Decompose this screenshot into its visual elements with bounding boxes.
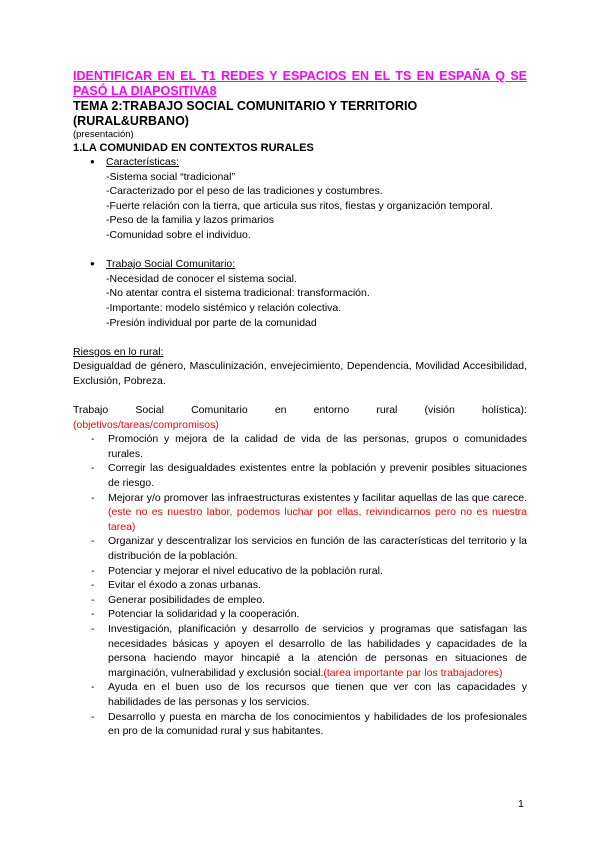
item-note: (este no es nuestro labor, podemos luchar por ellas, reivindicarnos pero no es nuestra tarea): [108, 506, 527, 533]
caracteristicas-title: ● Características:: [106, 156, 179, 168]
tsc-line: -Presión individual por parte de la comunidad: [106, 316, 317, 329]
tscr-word: rural: [376, 404, 398, 417]
list-item: [73, 578, 527, 593]
caracteristicas-line: -Comunidad sobre el individuo.: [106, 228, 251, 241]
tema-title: TEMA 2:TRABAJO SOCIAL COMUNITARIO Y TERRITORIO (RURAL&URBANO): [73, 99, 418, 128]
riesgos-title: Riesgos en lo rural:: [73, 345, 164, 358]
tscr-word: en: [274, 404, 287, 417]
bullet-caracteristicas: [90, 155, 527, 243]
item-text: Generar posibilidades de empleo.: [108, 593, 266, 606]
caracteristicas-line: -Sistema social “tradicional”: [106, 170, 235, 183]
item-text: Organizar y descentralizar los servicios en función de las características del territorio y la distribución de la población.: [108, 535, 527, 563]
list-item: [73, 680, 527, 709]
tscr-word: (visión: [424, 404, 455, 417]
item-text: Promoción y mejora de la calidad de vida de las personas, grupos o comunidades rurales.: [108, 433, 527, 460]
list-item: [73, 710, 527, 739]
item-note: (tarea importante par los trabajadores): [323, 666, 503, 679]
bullet-tsc: [90, 257, 527, 330]
item-text: Investigación, planificación y desarrollo de servicios y programas que satisfagan las necesidades básicas y apoyen el desarrollo de las habilidades y capacidades de la persona haciendo mayor hincapié a la atención de personas en situaciones de marginación, vulnerabilidad y exclusión social.: [108, 623, 527, 679]
tscr-word: entorno: [313, 404, 350, 417]
caracteristicas-line: -Peso de la familia y lazos primarios: [106, 214, 275, 227]
section-title: 1.LA COMUNIDAD EN CONTEXTOS RURALES: [73, 142, 314, 154]
bullet-list-caracteristicas: [73, 155, 527, 243]
tscr-word: Trabajo: [73, 404, 109, 417]
item-text: Evitar el éxodo a zonas urbanas.: [108, 579, 261, 592]
caracteristicas-line: -Fuerte relación con la tierra, que articula sus ritos, fiestas y organización temporal.: [106, 199, 493, 212]
caracteristicas-line: -Caracterizado por el peso de las tradiciones y costumbres.: [106, 185, 383, 198]
highlight-heading: IDENTIFICAR EN EL T1 REDES Y ESPACIOS EN EL TS EN ESPAÑA Q SE PASÓ LA DIAPOSITIVA8: [73, 69, 527, 98]
list-item: [73, 607, 527, 622]
presentation-note: (presentación): [73, 129, 134, 140]
tsc-line: -Importante: modelo sistémico y relación colectiva.: [106, 301, 342, 314]
tsc-line: -Necesidad de conocer el sistema social.: [106, 272, 297, 285]
tsc-line: -No atentar contra el sistema tradicional: transformación.: [106, 287, 370, 300]
item-text: Ayuda en el buen uso de los recursos que tienen que ver con las capacidades y habilidades de las personas y los servicios.: [108, 681, 527, 708]
item-text: Mejorar y/o promover las infraestructuras existentes y facilitar aquellas de las que carece.: [108, 491, 527, 504]
tscr-word: Social: [135, 404, 164, 417]
tscr-word: Comunitario: [191, 404, 248, 417]
list-item: [73, 534, 527, 563]
item-text: Potenciar y mejorar el nivel educativo de la población rural.: [108, 564, 383, 577]
list-item: [73, 432, 527, 461]
list-item: [73, 461, 527, 490]
tsc-title: ● Trabajo Social Comunitario:: [106, 258, 236, 271]
document-page: [73, 69, 527, 739]
item-text: Corregir las desigualdades existentes entre la población y prevenir posibles situaciones de riesgo.: [108, 462, 527, 490]
objectives-list: [73, 432, 527, 738]
bullet-list-tsc: [73, 257, 527, 330]
item-text: Desarrollo y puesta en marcha de los conocimientos y habilidades de los profesionales en pro de la comunidad rural y sus habitantes.: [108, 710, 527, 738]
page-number: 1: [518, 798, 524, 810]
list-item: [73, 593, 527, 608]
list-item: [73, 622, 527, 680]
list-item: [73, 491, 527, 535]
tscr-note: (objetivos/tareas/compromisos): [73, 418, 219, 431]
list-item: [73, 564, 527, 579]
tscr-heading: [73, 403, 527, 418]
riesgos-text: Desigualdad de género, Masculinización, envejecimiento, Dependencia, Movilidad Accesibilidad, Exclusión, Pobreza.: [73, 360, 527, 387]
tscr-word: holística):: [481, 404, 527, 417]
item-text: Potenciar la solidaridad y la cooperación.: [108, 608, 300, 621]
